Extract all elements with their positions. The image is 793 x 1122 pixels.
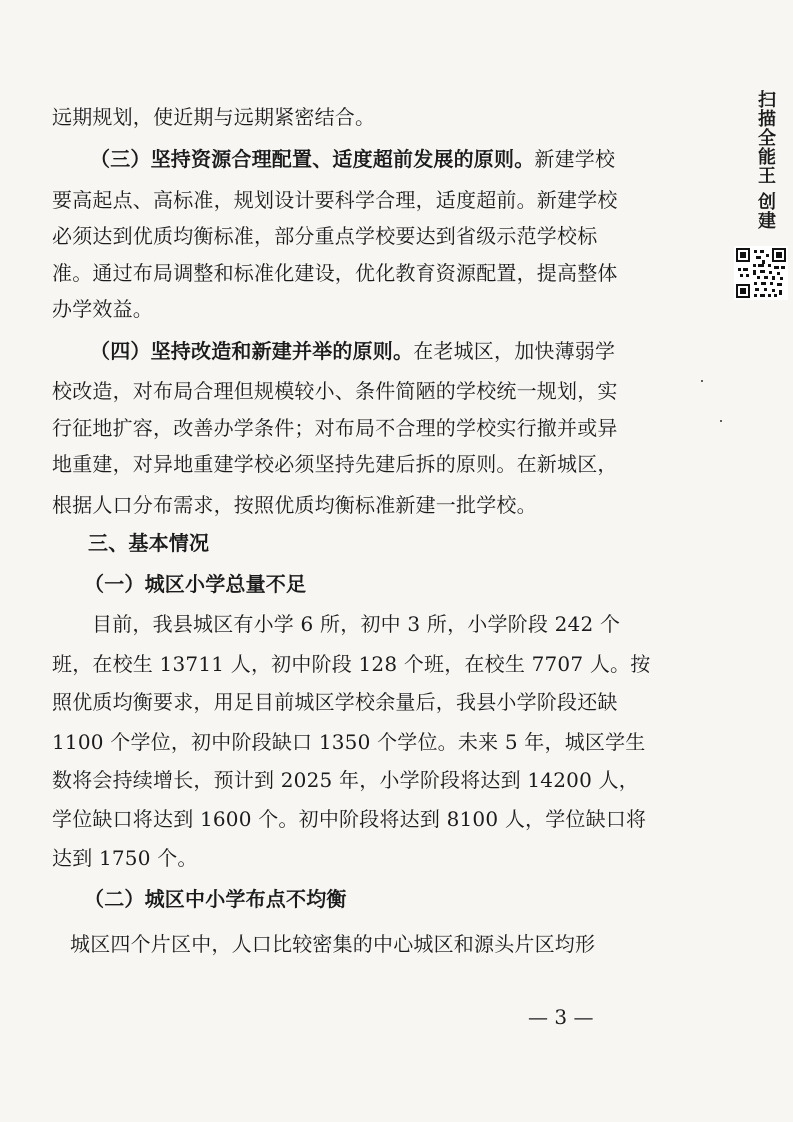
scan-speck — [720, 420, 722, 422]
line-text: 远期规划，使近期与远期紧密结合。 — [52, 105, 376, 129]
chapter-heading-text: 三、基本情况 — [88, 531, 210, 555]
text-line — [52, 187, 672, 213]
text-line — [52, 729, 672, 755]
text-line — [52, 415, 672, 441]
text-line — [52, 260, 672, 286]
text-line — [52, 845, 222, 871]
line-text: 行征地扩容，改善办学条件；对布局不合理的学校实行撤并或异 — [52, 416, 618, 440]
line-text: 办学效益。 — [52, 297, 153, 321]
text-line — [52, 378, 672, 404]
text-line — [52, 767, 672, 793]
line-text: 新建学校 — [534, 147, 616, 171]
text-line — [52, 451, 672, 477]
line-text: 目前，我县城区有小学 6 所，初中 3 所，小学阶段 242 个 — [92, 612, 621, 636]
chapter-heading — [88, 530, 228, 556]
watermark-text: 扫描全能王 创建 — [755, 90, 776, 231]
line-text: 在老城区，加快薄弱学 — [413, 339, 616, 363]
scanner-watermark — [722, 86, 792, 314]
text-line — [52, 689, 672, 715]
section-heading-line — [90, 338, 670, 364]
text-line — [70, 931, 630, 957]
line-text: 达到 1750 个。 — [52, 846, 198, 870]
line-text: 准。通过布局调整和标准化建设，优化教育资源配置，提高整体 — [52, 261, 618, 285]
text-line — [52, 651, 672, 677]
subsection-heading-text: （二）城区中小学布点不均衡 — [84, 887, 347, 911]
section-heading-lead: （四）坚持改造和新建并举的原则。 — [90, 339, 414, 363]
subsection-heading — [84, 886, 374, 912]
line-text: 照优质均衡要求，用足目前城区学校余量后，我县小学阶段还缺 — [52, 690, 618, 714]
scan-speck — [701, 380, 703, 382]
text-line — [92, 611, 712, 637]
text-line — [52, 806, 672, 832]
line-text: 学位缺口将达到 1600 个。初中阶段将达到 8100 人，学位缺口将 — [52, 807, 647, 831]
page-number: — 3 — — [528, 1005, 594, 1029]
text-line — [52, 296, 172, 322]
section-heading-lead: （三）坚持资源合理配置、适度超前发展的原则。 — [90, 147, 535, 171]
subsection-heading — [84, 571, 344, 597]
section-heading-line — [90, 146, 670, 172]
line-text: 根据人口分布需求，按照优质均衡标准新建一批学校。 — [52, 493, 537, 517]
text-line — [52, 104, 376, 130]
line-text: 地重建，对异地重建学校必须坚持先建后拆的原则。在新城区， — [52, 452, 618, 476]
line-text: 数将会持续增长，预计到 2025 年，小学阶段将达到 14200 人， — [52, 768, 639, 792]
line-text: 校改造，对布局合理但规模较小、条件简陋的学校统一规划，实 — [52, 379, 618, 403]
text-line — [52, 223, 672, 249]
line-text: 班，在校生 13711 人，初中阶段 128 个班，在校生 7707 人。按 — [52, 652, 651, 676]
line-text: 必须达到优质均衡标准，部分重点学校要达到省级示范学校标 — [52, 224, 598, 248]
text-line — [52, 492, 612, 518]
qr-code-icon — [734, 246, 788, 300]
line-text: 1100 个学位，初中阶段缺口 1350 个学位。未来 5 年，城区学生 — [52, 730, 646, 754]
subsection-heading-text: （一）城区小学总量不足 — [84, 572, 307, 596]
line-text: 城区四个片区中，人口比较密集的中心城区和源头片区均形 — [70, 932, 596, 956]
line-text: 要高起点、高标准，规划设计要科学合理，适度超前。新建学校 — [52, 188, 618, 212]
